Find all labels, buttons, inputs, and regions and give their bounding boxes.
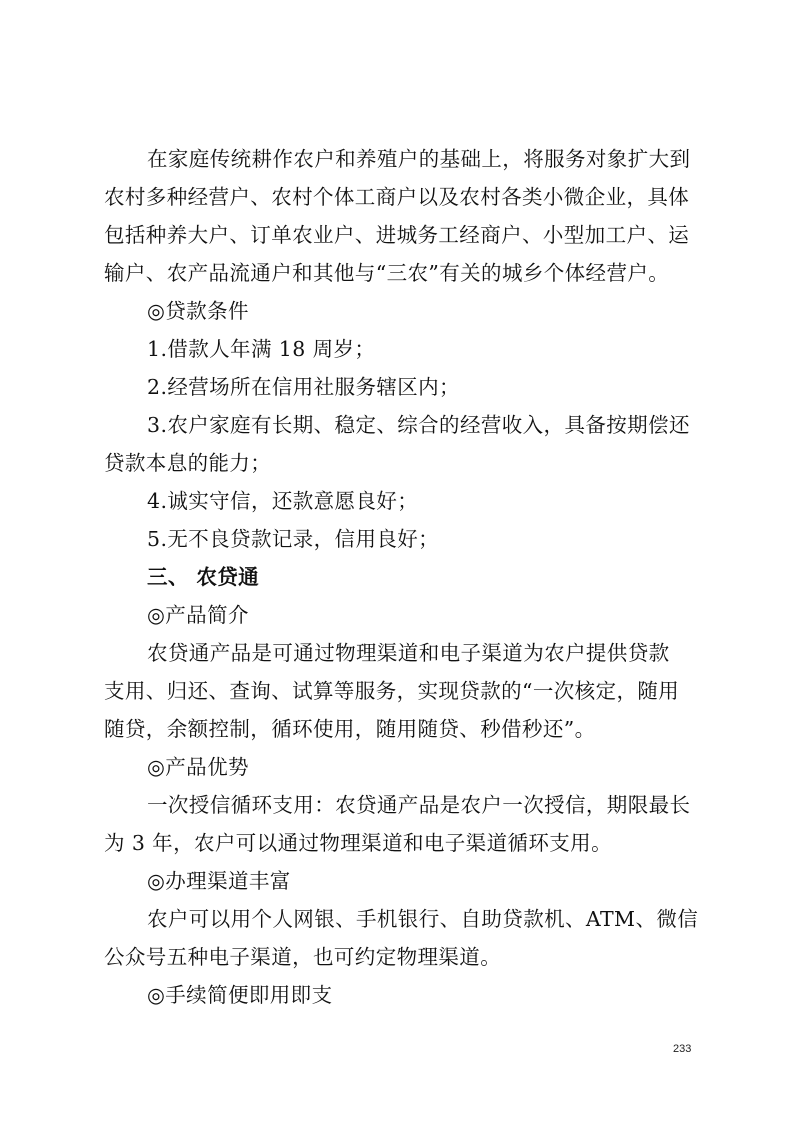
paragraph-line: 农户可以用个人网银、手机银行、自助贷款机、ATM、微信 [147,907,699,931]
paragraph-line: 农村多种经营户、农村个体工商户以及农村各类小微企业，具体 [104,185,690,209]
condition-item-1: 1.借款人年满 18 周岁； [147,337,376,361]
paragraph-line: 贷款本息的能力； [104,451,272,475]
document-body [104,140,698,1014]
condition-item-3 [104,406,698,482]
paragraph-line: 包括种养大户、订单农业户、进城务工经商户、小型加工户、运 [104,223,690,247]
paragraph-line: 农贷通产品是可通过物理渠道和电子渠道为农户提供贷款 [147,641,670,665]
paragraph-line: 为 3 年，农户可以通过物理渠道和电子渠道循环支用。 [104,831,612,855]
paragraph-line: 公众号五种电子渠道，也可约定物理渠道。 [104,945,502,969]
condition-item-2: 2.经营场所在信用社服务辖区内； [147,375,460,399]
service-scope-paragraph [104,140,698,292]
paragraph-line: 一次授信循环支用：农贷通产品是农户一次授信，期限最长 [147,793,691,817]
channels-paragraph [104,900,698,976]
product-intro-paragraph [104,634,698,748]
product-advantage-paragraph [104,786,698,862]
condition-item-4: 4.诚实守信，还款意愿良好； [147,489,419,513]
product-advantage-title: ◎产品优势 [147,755,249,779]
paragraph-line: 随贷，余额控制，循环使用，随用随贷、秒借秒还”。 [104,717,596,741]
product-intro-title: ◎产品简介 [147,603,249,627]
loan-conditions-title: ◎贷款条件 [147,299,249,323]
paragraph-line: 3.农户家庭有长期、稳定、综合的经营收入，具备按期偿还 [147,413,690,437]
procedure-title: ◎手续简便即用即支 [147,983,333,1007]
channels-title: ◎办理渠道丰富 [147,869,291,893]
paragraph-line: 输户、农产品流通户和其他与“三农”有关的城乡个体经营户。 [104,261,670,285]
condition-item-5: 5.无不良贷款记录，信用良好； [147,527,440,551]
page-number: 233 [673,1043,692,1055]
section-heading: 三、 农贷通 [147,565,260,589]
paragraph-line: 支用、归还、查询、试算等服务，实现贷款的“一次核定，随用 [104,679,680,703]
paragraph-line: 在家庭传统耕作农户和养殖户的基础上，将服务对象扩大到 [147,147,691,171]
